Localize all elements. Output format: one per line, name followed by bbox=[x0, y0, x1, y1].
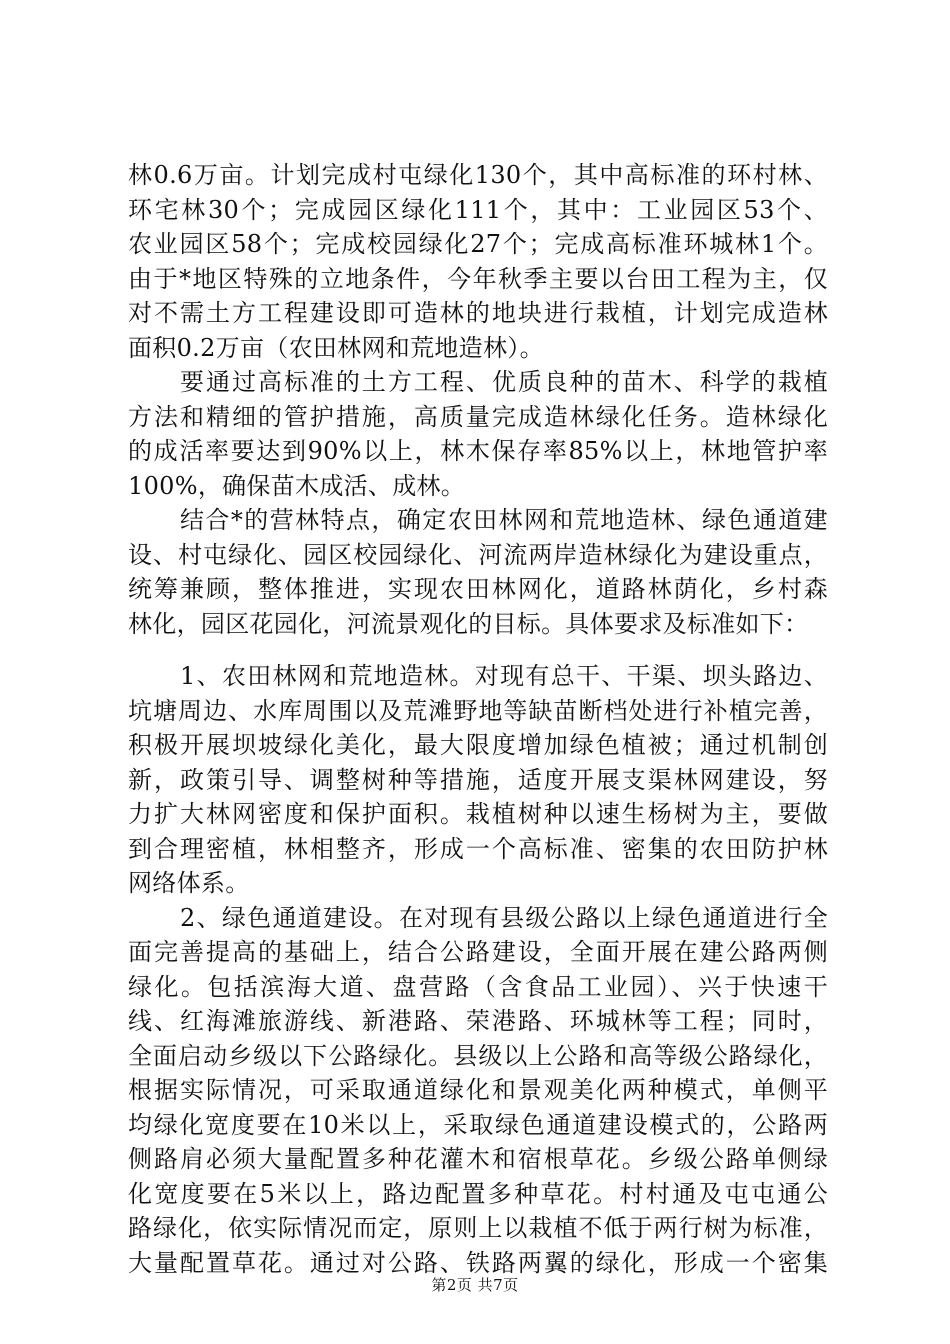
paragraph-quality-requirements bbox=[128, 365, 828, 503]
text-line: 结合*的营林特点，确定农田林网和荒地造林、绿色通道建 bbox=[180, 506, 828, 534]
text-line: 环宅林30个；完成园区绿化111个，其中：工业园区53个、 bbox=[128, 195, 828, 224]
text-line: 林化，园区花园化，河流景观化的目标。具体要求及标准如下： bbox=[128, 609, 809, 638]
text-line: 面积0.2万亩（农田林网和荒地造林）。 bbox=[128, 333, 544, 362]
text-line: 线、红海滩旅游线、新港路、荣港路、环城林等工程；同时， bbox=[128, 1007, 828, 1035]
text-line: 网络体系。 bbox=[128, 869, 250, 897]
text-line: 侧路肩必须大量配置多种花灌木和宿根草花。乡级公路单侧绿 bbox=[128, 1145, 828, 1173]
text-line: 方法和精细的管护措施，高质量完成造林绿化任务。造林绿化 bbox=[128, 402, 828, 431]
text-line: 由于*地区特殊的立地条件，今年秋季主要以台田工程为主，仅 bbox=[128, 264, 828, 293]
paragraph-gap bbox=[128, 641, 828, 659]
text-line: 均绿化宽度要在10米以上，采取绿色通道建设模式的，公路两 bbox=[128, 1110, 828, 1139]
text-line: 要通过高标准的土方工程、优质良种的苗木、科学的栽植 bbox=[180, 368, 828, 396]
text-line: 力扩大林网密度和保护面积。栽植树种以速生杨树为主，要做 bbox=[128, 800, 828, 828]
page-number-footer: 第2页 共7页 bbox=[431, 1276, 519, 1294]
text-line: 农业园区58个；完成校园绿化27个；完成高标准环城林1个。 bbox=[128, 230, 828, 258]
text-line: 100%，确保苗木成活、成林。 bbox=[128, 471, 466, 500]
paragraph-key-points bbox=[128, 503, 828, 641]
text-line: 林0.6万亩。计划完成村屯绿化130个，其中高标准的环村林、 bbox=[128, 161, 828, 189]
text-line: 绿化。包括滨海大道、盘营路（含食品工业园）、兴于快速干 bbox=[128, 972, 828, 1001]
document-body bbox=[128, 158, 828, 1280]
text-line: 根据实际情况，可采取通道绿化和景观美化两种模式，单侧平 bbox=[128, 1076, 828, 1104]
text-line: 路绿化，依实际情况而定，原则上以栽植不低于两行树为标准， bbox=[128, 1214, 828, 1242]
paragraph-farmland-forest-network bbox=[128, 659, 828, 901]
paragraph-green-corridor bbox=[128, 901, 828, 1281]
text-line: 1、农田林网和荒地造林。对现有总干、干渠、坝头路边、 bbox=[180, 662, 828, 690]
text-line: 的成活率要达到90%以上，林木保存率85%以上，林地管护率 bbox=[128, 437, 828, 465]
text-line: 到合理密植，林相整齐，形成一个高标准、密集的农田防护林 bbox=[128, 834, 828, 863]
text-line: 大量配置草花。通过对公路、铁路两翼的绿化，形成一个密集 bbox=[128, 1248, 828, 1277]
text-line: 全面启动乡级以下公路绿化。县级以上公路和高等级公路绿化， bbox=[128, 1041, 828, 1070]
text-line: 新，政策引导、调整树种等措施，适度开展支渠林网建设，努 bbox=[128, 765, 828, 794]
text-line: 2、绿色通道建设。在对现有县级公路以上绿色通道进行全 bbox=[180, 903, 828, 932]
paragraph-continuation bbox=[128, 158, 828, 365]
text-line: 对不需土方工程建设即可造林的地块进行栽植，计划完成造林 bbox=[128, 299, 828, 327]
text-line: 设、村屯绿化、园区校园绿化、河流两岸造林绿化为建设重点， bbox=[128, 540, 828, 569]
text-line: 统筹兼顾，整体推进，实现农田林网化，道路林荫化，乡村森 bbox=[128, 575, 828, 603]
text-line: 面完善提高的基础上，结合公路建设，全面开展在建公路两侧 bbox=[128, 938, 828, 966]
text-line: 化宽度要在5米以上，路边配置多种草花。村村通及屯屯通公 bbox=[128, 1179, 828, 1208]
text-line: 坑塘周边、水库周围以及荒滩野地等缺苗断档处进行补植完善， bbox=[128, 696, 828, 725]
text-line: 积极开展坝坡绿化美化，最大限度增加绿色植被；通过机制创 bbox=[128, 731, 828, 759]
